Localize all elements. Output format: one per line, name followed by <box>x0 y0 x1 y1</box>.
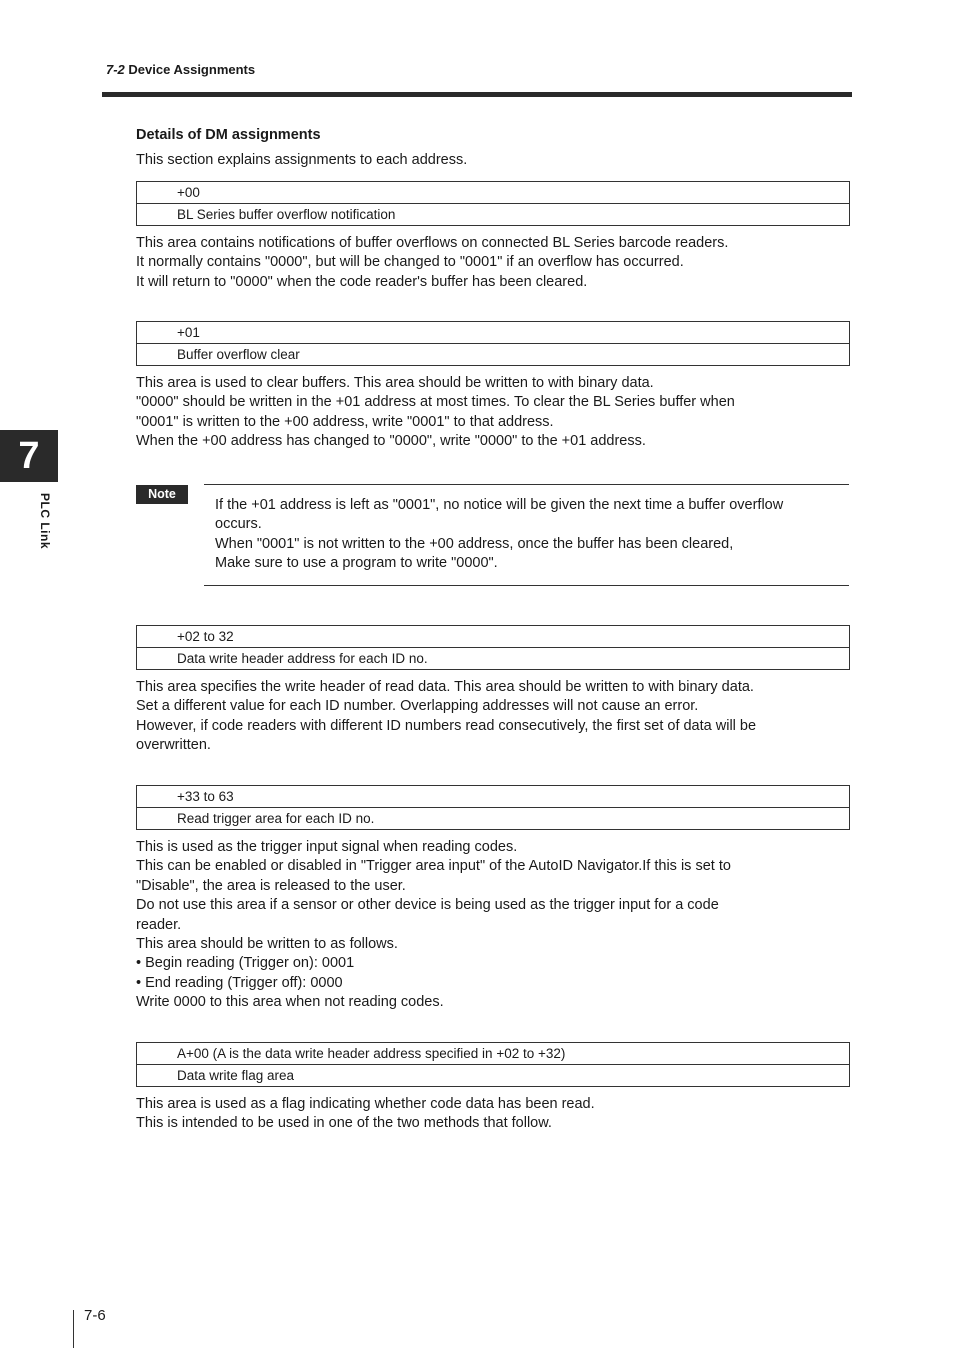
description-line: This is intended to be used in one of the two methods that follow. <box>136 1115 552 1132</box>
address-name-cell: Data write header address for each ID no. <box>137 647 849 669</box>
note-line: When "0001" is not written to the +00 address, once the buffer has been cleared, <box>215 535 734 552</box>
description-line: This can be enabled or disabled in "Trigger area input" of the AutoID Navigator.If this is set to <box>136 858 731 875</box>
intro-text: This section explains assignments to each address. <box>136 152 468 168</box>
section-header <box>106 62 255 77</box>
description-line: Set a different value for each ID number. Overlapping addresses will not cause an error. <box>136 698 699 715</box>
address-cell: A+00 (A is the data write header address specified in +02 to +32) <box>177 1046 566 1061</box>
description-line: reader. <box>136 916 182 933</box>
bullet-item: • Begin reading (Trigger on): 0001 <box>136 955 355 972</box>
note-badge: Note <box>136 485 188 504</box>
bullet-item: • End reading (Trigger off): 0000 <box>136 974 343 991</box>
note-line: If the +01 address is left as "0001", no notice will be given the next time a buffer overflow <box>215 497 784 513</box>
address-cell: +02 to 32 <box>177 629 234 644</box>
note-line: Make sure to use a program to write "0000". <box>215 555 498 572</box>
footer-divider <box>73 1310 74 1348</box>
description-line: "Disable", the area is released to the user. <box>136 877 406 894</box>
address-cell: +01 <box>177 325 200 340</box>
description-line: This area specifies the write header of read data. This area should be written to with binary data. <box>136 679 754 695</box>
note-top-rule <box>204 484 849 485</box>
address-name-cell: BL Series buffer overflow notification <box>137 203 849 225</box>
address-table-a00 <box>136 1042 850 1087</box>
address-name-cell: Buffer overflow clear <box>137 343 849 365</box>
description-33-63 <box>136 838 856 1013</box>
header-rule <box>102 92 852 97</box>
description-line: Write 0000 to this area when not reading codes. <box>136 994 444 1011</box>
address-cell: +00 <box>177 185 200 200</box>
description-01 <box>136 374 856 452</box>
description-line: overwritten. <box>136 737 211 754</box>
address-table-02-32 <box>136 625 850 670</box>
description-02-32 <box>136 678 856 756</box>
description-a00 <box>136 1095 856 1134</box>
description-line: When the +00 address has changed to "0000", write "0000" to the +01 address. <box>136 433 646 450</box>
address-table-33-63 <box>136 785 850 830</box>
description-line: It will return to "0000" when the code reader's buffer has been cleared. <box>136 273 588 290</box>
section-title: Device Assignments <box>128 62 256 77</box>
description-line: Do not use this area if a sensor or other device is being used as the trigger input for a code <box>136 897 719 914</box>
description-line: This is used as the trigger input signal when reading codes. <box>136 839 518 855</box>
description-line: This area is used to clear buffers. This area should be written to with binary data. <box>136 375 654 391</box>
address-name-cell: Read trigger area for each ID no. <box>137 807 849 829</box>
description-line: This area is used as a flag indicating whether code data has been read. <box>136 1096 595 1112</box>
description-line: "0000" should be written in the +01 address at most times. To clear the BL Series buffer when <box>136 394 735 411</box>
chapter-tab-label: PLC Link <box>38 493 52 550</box>
note-bottom-rule <box>204 585 849 586</box>
chapter-tab: 7 <box>0 430 58 482</box>
address-name-cell: Data write flag area <box>137 1064 849 1086</box>
address-cell: +33 to 63 <box>177 789 234 804</box>
description-line: However, if code readers with different ID numbers read consecutively, the first set of data will be <box>136 717 757 734</box>
description-line: This area should be written to as follows. <box>136 936 398 953</box>
description-line: This area contains notifications of buffer overflows on connected BL Series barcode readers. <box>136 235 729 251</box>
description-00 <box>136 234 856 292</box>
section-number: 7-2 <box>106 62 125 77</box>
page-title: Details of DM assignments <box>136 127 321 143</box>
page-number: 7-6 <box>84 1307 106 1324</box>
description-line: "0001" is written to the +00 address, write "0001" to that address. <box>136 413 554 430</box>
note-line: occurs. <box>215 516 262 533</box>
description-line: It normally contains "0000", but will be changed to "0001" if an overflow has occurred. <box>136 254 684 271</box>
address-table-00 <box>136 181 850 226</box>
address-table-01 <box>136 321 850 366</box>
note-text <box>215 496 783 574</box>
